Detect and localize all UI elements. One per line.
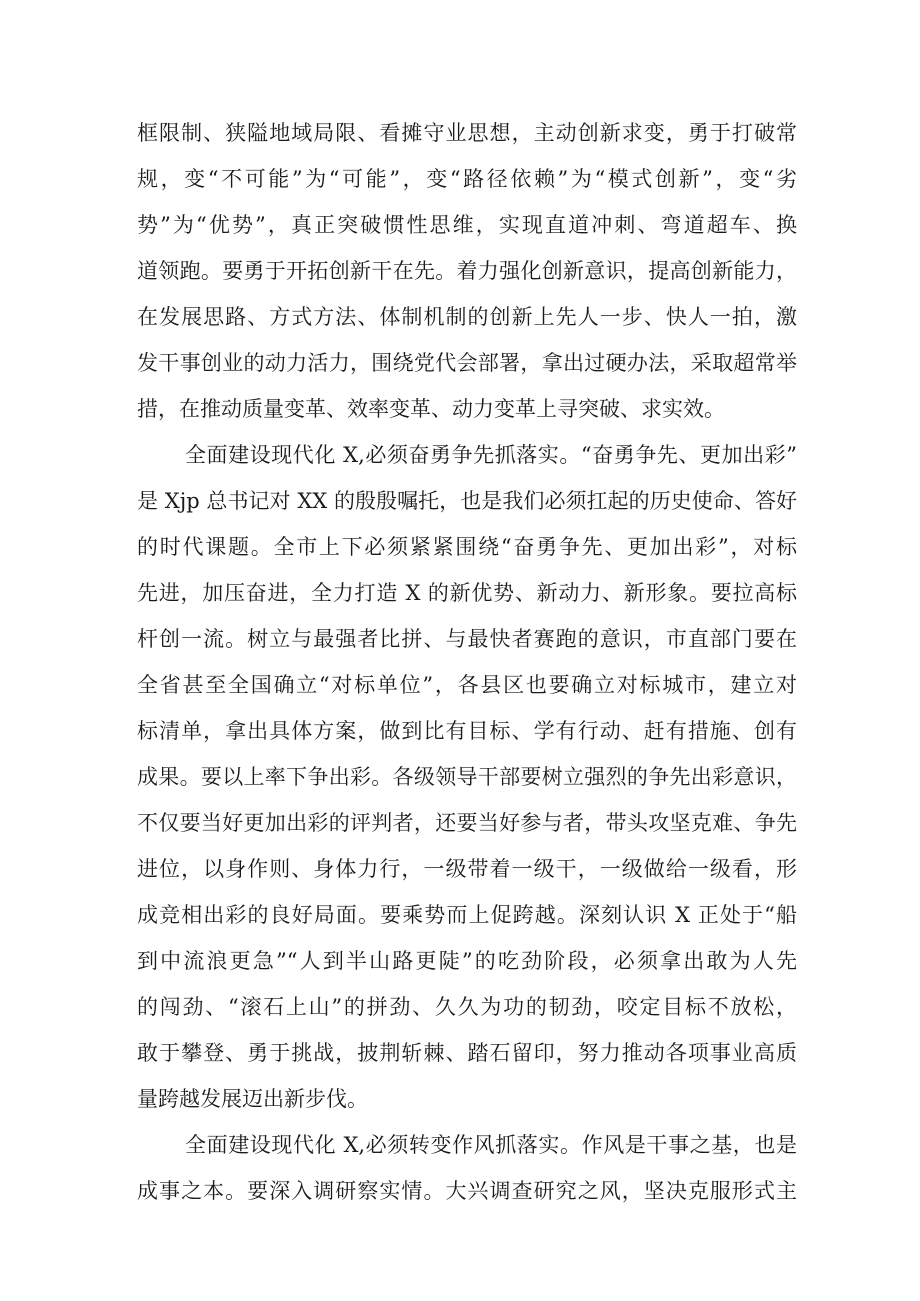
text-line: 势”为“优势”，真正突破惯性思维，实现直道冲刺、弯道超车、换: [137, 213, 797, 237]
text-line: 道领跑。要勇于开拓创新干在先。着力强化创新意识，提高创新能力，: [137, 259, 797, 283]
text-line: 量跨越发展迈出新步伐。: [137, 1087, 368, 1111]
text-line: 全面建设现代化 X,必须转变作风抓落实。作风是干事之基，也是: [185, 1133, 797, 1157]
text-line: 成竞相出彩的良好局面。要乘势而上促跨越。深刻认识 X 正处于“船: [137, 903, 797, 927]
text-line: 全省甚至全国确立“对标单位”，各县区也要确立对标城市，建立对: [137, 673, 797, 697]
text-line: 成事之本。要深入调研察实情。大兴调查研究之风，坚决克服形式主: [137, 1179, 797, 1203]
text-line: 敢于攀登、勇于挑战，披荆斩棘、踏石留印，努力推动各项事业高质: [137, 1041, 797, 1065]
text-line: 成果。要以上率下争出彩。各级领导干部要树立强烈的争先出彩意识，: [137, 765, 797, 789]
text-line: 标清单，拿出具体方案，做到比有目标、学有行动、赶有措施、创有: [137, 719, 797, 743]
text-line: 规，变“不可能”为“可能”，变“路径依赖”为“模式创新”，变“劣: [137, 167, 797, 191]
text-line: 全面建设现代化 X,必须奋勇争先抓落实。“奋勇争先、更加出彩”: [185, 443, 797, 467]
text-line: 的时代课题。全市上下必须紧紧围绕“奋勇争先、更加出彩”，对标: [137, 535, 797, 559]
text-line: 发干事创业的动力活力，围绕党代会部署，拿出过硬办法，采取超常举: [137, 351, 797, 375]
text-line: 措，在推动质量变革、效率变革、动力变革上寻突破、求实效。: [137, 397, 725, 421]
text-line: 杆创一流。树立与最强者比拼、与最快者赛跑的意识，市直部门要在: [137, 627, 797, 651]
text-line: 不仅要当好更加出彩的评判者，还要当好参与者，带头攻坚克难、争先: [137, 811, 797, 835]
text-line: 框限制、狭隘地域局限、看摊守业思想，主动创新求变，勇于打破常: [137, 121, 797, 145]
text-line: 先进，加压奋进，全力打造 X 的新优势、新动力、新形象。要拉高标: [137, 581, 797, 605]
text-line: 在发展思路、方式方法、体制机制的创新上先人一步、快人一拍，激: [137, 305, 797, 329]
text-line: 到中流浪更急”“人到半山路更陡”的吃劲阶段，必须拿出敢为人先: [137, 949, 797, 973]
text-line: 是 Xjp 总书记对 XX 的殷殷嘱托，也是我们必须扛起的历史使命、答好: [137, 489, 797, 513]
text-line: 的闯劲、“滚石上山”的拼劲、久久为功的韧劲，咬定目标不放松，: [137, 995, 797, 1019]
text-line: 进位，以身作则、身体力行，一级带着一级干，一级做给一级看，形: [137, 857, 797, 881]
document-body: [137, 110, 797, 1214]
